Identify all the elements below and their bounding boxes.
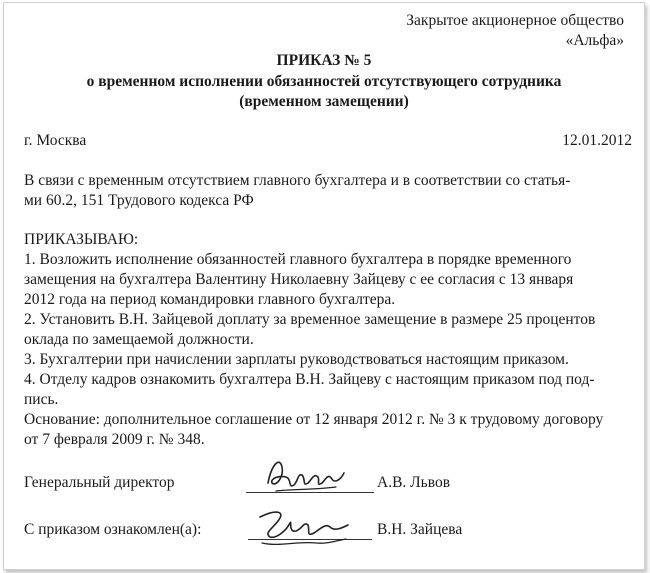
order-document [3,2,645,570]
director-name: А.В. Львов [377,474,451,491]
order-subtitle: о временном исполнении обязанностей отсутствующего сотрудника [86,73,562,90]
order-basis: Основание: дополнительное соглашение от 12 января 2012 г. № 3 к трудовому договору [24,411,604,428]
order-item-1: замещения на бухгалтера Валентину Николаевну Зайцеву с ее согласия с 13 января [24,271,574,288]
employee-name: В.Н. Зайцева [377,521,463,538]
order-item-4: 4. Отделу кадров ознакомить бухгалтера В.Н. Зайцеву с настоящим приказом под под- [24,371,595,388]
order-item-3: 3. Бухгалтерии при начислении зарплаты руководствоваться настоящим приказом. [24,351,569,368]
order-item-2: оклада по замещаемой должности. [24,331,254,348]
intro-text: ми 60.2, 151 Трудового кодекса РФ [24,192,254,209]
employee-signature [256,503,356,551]
director-signature [262,453,352,498]
order-item-1: 2012 года на период командировки главного бухгалтера. [24,291,396,308]
order-basis: от 7 февраля 2009 г. № 348. [24,431,205,448]
acquainted-label: С приказом ознакомлен(а): [24,521,202,538]
order-subtitle-note: (временном замещении) [239,93,409,110]
order-word: ПРИКАЗЫВАЮ: [24,231,139,248]
organization-name-line1: Закрытое акционерное общество [406,12,624,29]
order-date: 12.01.2012 [562,132,632,149]
order-place: г. Москва [24,132,87,149]
intro-text: В связи с временным отсутствием главного бухгалтера и в соответствии со статья- [24,172,571,189]
organization-name-line2: «Альфа» [565,32,624,49]
order-item-2: 2. Установить В.Н. Зайцевой доплату за временное замещение в размере 25 процентов [24,311,596,328]
order-title: ПРИКАЗ № 5 [276,52,372,69]
order-item-4: пись. [24,391,59,408]
order-item-1: 1. Возложить исполнение обязанностей главного бухгалтера в порядке временного [24,251,572,268]
director-title: Генеральный директор [24,474,175,491]
